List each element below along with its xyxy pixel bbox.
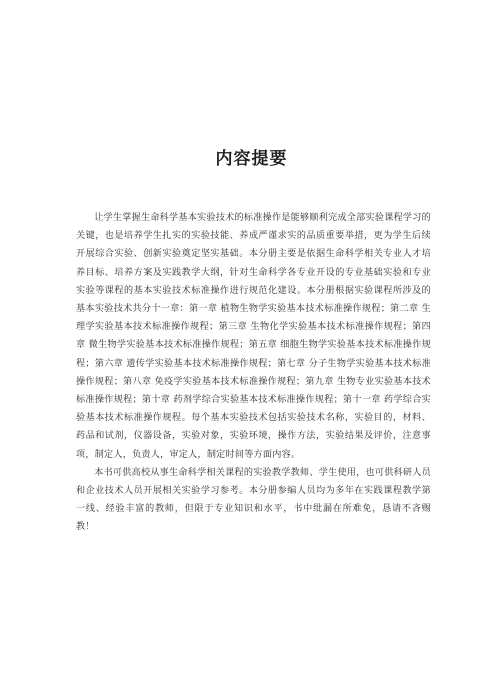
- summary-body: [76, 209, 431, 537]
- summary-paragraph-1: 让学生掌握生命科学基本实验技术的标准操作是能够顺利完成全部实验课程学习的关键，也是培养学生扎实的实验技能、养成严谨求实的品质重要举措，更为学生后续开展综合实验、创新实验奠定坚实基础。本分册主要是依据生命科学相关专业人才培养目标、培养方案及实践教学大纲，针对生命科学各专业开设的专业基础实验和专业实验等课程的基本实验技术标准操作进行规范化建设。本分册根据实验课程所涉及的基本实验技术共分十一章：第一章 植物生物学实验基本技术标准操作规程；第二章 生理学实验基本技术标准操作规程；第三章 生物化学实验基本技术标准操作规程；第四章 微生物学实验基本技术标准操作规程；第五章 细胞生物学实验基本技术标准操作规程；第六章 遗传学实验基本技术标准操作规程；第七章 分子生物学实验基本技术标准操作规程；第八章 免疫学实验基本技术标准操作规程；第九章 生物专业实验基本技术标准操作规程；第十章 药剂学综合实验基本技术标准操作规程；第十一章 药学综合实验基本技术标准操作规程。每个基本实验技术包括实验技术名称，实验目的，材料、药品和试剂，仪器设备，实验对象，实验环境，操作方法，实验结果及评价，注意事项，制定人，负责人，审定人，制定时间等方面内容。: [76, 213, 431, 460]
- page-title: 内容提要: [215, 149, 288, 169]
- summary-paragraph-2: 本书可供高校从事生命科学相关课程的实验教学教师、学生使用，也可供科研人员和企业技术人员开展相关实验学习参考。本分册参编人员均为多年在实践课程教学第一线、经验丰富的教师，但限于专业知识和水平，书中纰漏在所难免，恳请不吝赐教！: [76, 467, 431, 533]
